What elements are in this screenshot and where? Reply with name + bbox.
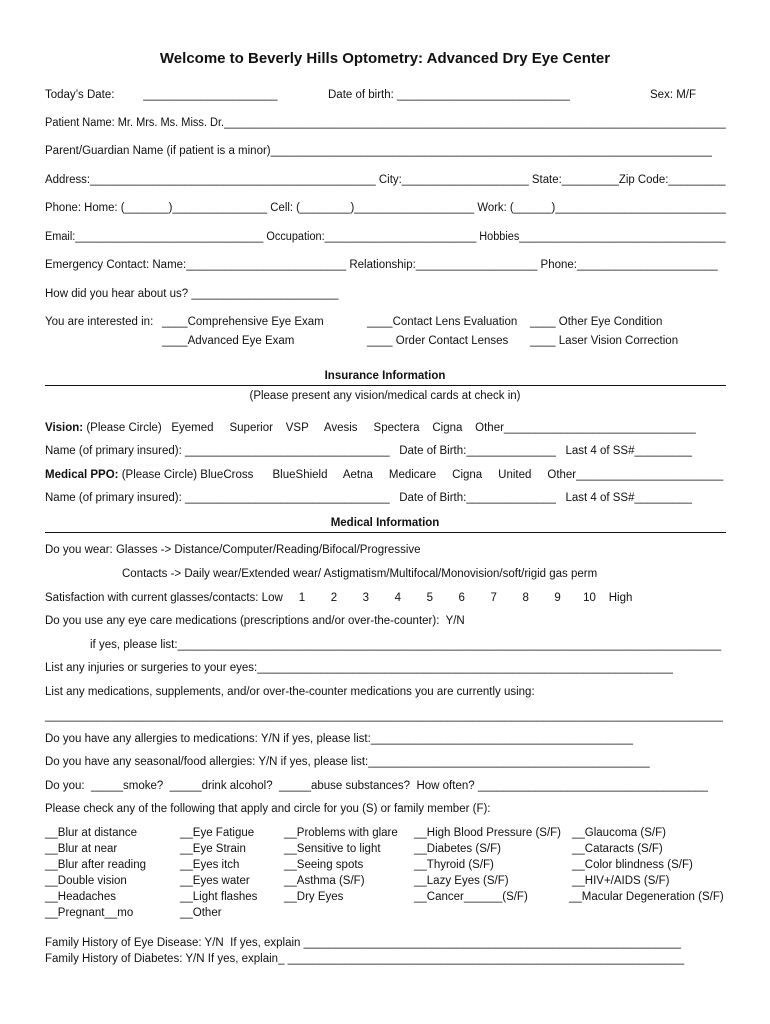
symptom-item[interactable]: __HIV+/AIDS (S/F) xyxy=(572,875,670,887)
todays-date-field[interactable]: Today’s Date: _____________________ xyxy=(45,89,278,101)
emergency-contact-field[interactable]: Emergency Contact: Name:_________________________ Relationship:___________________ Phone:______________________ xyxy=(45,259,718,271)
symptom-item[interactable]: __Asthma (S/F) xyxy=(284,875,365,887)
address-field[interactable]: Address:_____________________________________________ City:____________________ State:_________Zip Code:_________ xyxy=(45,174,726,186)
symptom-item[interactable]: __Problems with glare xyxy=(284,827,398,839)
referral-source-field[interactable]: How did you hear about us? _______________________ xyxy=(45,288,339,300)
symptom-item[interactable]: __Macular Degeneration (S/F) xyxy=(569,891,724,903)
symptom-item[interactable]: __Light flashes xyxy=(180,891,258,903)
insurance-divider xyxy=(45,385,726,386)
symptom-item[interactable]: __Lazy Eyes (S/F) xyxy=(414,875,509,887)
phone-field[interactable]: Phone: Home: (_______)_______________ Cell: (________)___________________ Work: (______)___________________________ xyxy=(45,202,726,214)
interest-laser-vision-correction[interactable]: ____ Laser Vision Correction xyxy=(530,335,679,347)
insurance-note: (Please present any vision/medical cards at check in) xyxy=(249,390,521,402)
patient-name-field[interactable]: Patient Name: Mr. Mrs. Ms. Miss. Dr.__________________________________________________________________________________ xyxy=(45,117,726,129)
date-of-birth-field[interactable]: Date of birth: ___________________________ xyxy=(328,89,570,101)
family-history-diabetes-field[interactable]: Family History of Diabetes: Y/N If yes, explain_ ______________________________________________________________ xyxy=(45,953,685,965)
vision-insurance-row[interactable] xyxy=(45,421,696,435)
satisfaction-scale[interactable]: Satisfaction with current glasses/contacts: Low 1 2 3 4 5 6 7 8 9 10 High xyxy=(45,592,633,604)
interest-advanced-exam[interactable]: ____Advanced Eye Exam xyxy=(162,335,295,347)
interests-label: You are interested in: xyxy=(45,316,154,328)
medical-divider xyxy=(45,532,726,533)
interest-contact-lens-evaluation[interactable]: ____Contact Lens Evaluation xyxy=(367,316,518,328)
symptom-item[interactable]: __Eye Strain xyxy=(180,843,246,855)
medication-allergies-field[interactable]: Do you have any allergies to medications: Y/N if yes, please list:_________________________________________ xyxy=(45,733,634,745)
habits-field[interactable]: Do you: _____smoke? _____drink alcohol? _____abuse substances? How often? ____________________________________ xyxy=(45,780,709,792)
symptom-item[interactable]: __Blur at near xyxy=(45,843,118,855)
symptom-item[interactable]: __High Blood Pressure (S/F) xyxy=(414,827,562,839)
vision-label: Vision: xyxy=(45,422,84,434)
medical-primary-insured-field[interactable]: Name (of primary insured): ________________________________ Date of Birth:______________ Last 4 of SS#_________ xyxy=(45,492,693,504)
medical-ppo-options[interactable]: (Please Circle) BlueCross BlueShield Aetna Medicare Cigna United Other_______________________ xyxy=(118,469,724,481)
sex-field[interactable]: Sex: M/F xyxy=(650,89,697,101)
page-title: Welcome to Beverly Hills Optometry: Advanced Dry Eye Center xyxy=(159,50,611,67)
interest-other-eye-condition[interactable]: ____ Other Eye Condition xyxy=(530,316,663,328)
symptom-item[interactable]: __Glaucoma (S/F) xyxy=(572,827,666,839)
insurance-heading: Insurance Information xyxy=(324,370,446,382)
medications-field[interactable]: __________________________________________________________________________________________________________ xyxy=(45,710,723,722)
symptom-item[interactable]: __Eyes water xyxy=(180,875,250,887)
guardian-name-field[interactable]: Parent/Guardian Name (if patient is a minor)_____________________________________________________________________ xyxy=(45,145,712,157)
symptom-item[interactable]: __Eyes itch xyxy=(180,859,240,871)
symptom-item[interactable]: __Blur after reading xyxy=(45,859,147,871)
symptom-item[interactable]: __Sensitive to light xyxy=(284,843,381,855)
eye-medications-question[interactable]: Do you use any eye care medications (prescriptions and/or over-the-counter): Y/N xyxy=(45,615,465,627)
medical-heading: Medical Information xyxy=(330,517,440,529)
medications-question: List any medications, supplements, and/or over-the-counter medications you are currently using: xyxy=(45,686,535,698)
symptom-item[interactable]: __Color blindness (S/F) xyxy=(572,859,693,871)
email-field[interactable]: Email:_______________________________ Occupation:_________________________ Hobbies__________________________________ xyxy=(45,231,726,243)
seasonal-food-allergies-field[interactable]: Do you have any seasonal/food allergies: Y/N if yes, please list:____________________________________________ xyxy=(45,756,650,768)
symptom-item[interactable]: __Double vision xyxy=(45,875,127,887)
glasses-question[interactable]: Do you wear: Glasses -> Distance/Computer/Reading/Bifocal/Progressive xyxy=(45,544,421,556)
eye-medications-list-field[interactable]: if yes, please list:_____________________________________________________________________________________ xyxy=(90,639,722,651)
symptom-item[interactable]: __Blur at distance xyxy=(45,827,138,839)
symptom-item[interactable]: __Dry Eyes xyxy=(284,891,344,903)
symptom-item[interactable]: __Eye Fatigue xyxy=(180,827,255,839)
symptom-item[interactable]: __Cancer______(S/F) xyxy=(414,891,528,903)
vision-options[interactable]: (Please Circle) Eyemed Superior VSP Avesis Spectera Cigna Other______________________________ xyxy=(83,422,696,434)
family-history-eye-disease-field[interactable]: Family History of Eye Disease: Y/N If yes, explain ___________________________________________________________ xyxy=(45,937,681,949)
medical-ppo-label: Medical PPO: xyxy=(45,469,119,481)
symptom-item[interactable]: __Headaches xyxy=(45,891,116,903)
symptom-item[interactable]: __Diabetes (S/F) xyxy=(414,843,501,855)
interest-order-contact-lenses[interactable]: ____ Order Contact Lenses xyxy=(367,335,509,347)
symptom-item[interactable]: __Pregnant__mo xyxy=(45,907,134,919)
medical-ppo-row[interactable] xyxy=(45,468,723,482)
symptom-item[interactable]: __Thyroid (S/F) xyxy=(414,859,494,871)
interest-comprehensive-exam[interactable]: ____Comprehensive Eye Exam xyxy=(162,316,324,328)
vision-primary-insured-field[interactable]: Name (of primary insured): ________________________________ Date of Birth:______________ Last 4 of SS#_________ xyxy=(45,445,693,457)
symptom-item[interactable]: __Other xyxy=(180,907,222,919)
checklist-instructions: Please check any of the following that apply and circle for you (S) or family member (F): xyxy=(45,803,491,815)
contacts-question[interactable]: Contacts -> Daily wear/Extended wear/ Astigmatism/Multifocal/Monovision/soft/rigid gas perm xyxy=(122,568,598,580)
symptom-item[interactable]: __Cataracts (S/F) xyxy=(572,843,663,855)
injuries-field[interactable]: List any injuries or surgeries to your eyes:_________________________________________________________________ xyxy=(45,662,673,674)
symptom-item[interactable]: __Seeing spots xyxy=(284,859,364,871)
